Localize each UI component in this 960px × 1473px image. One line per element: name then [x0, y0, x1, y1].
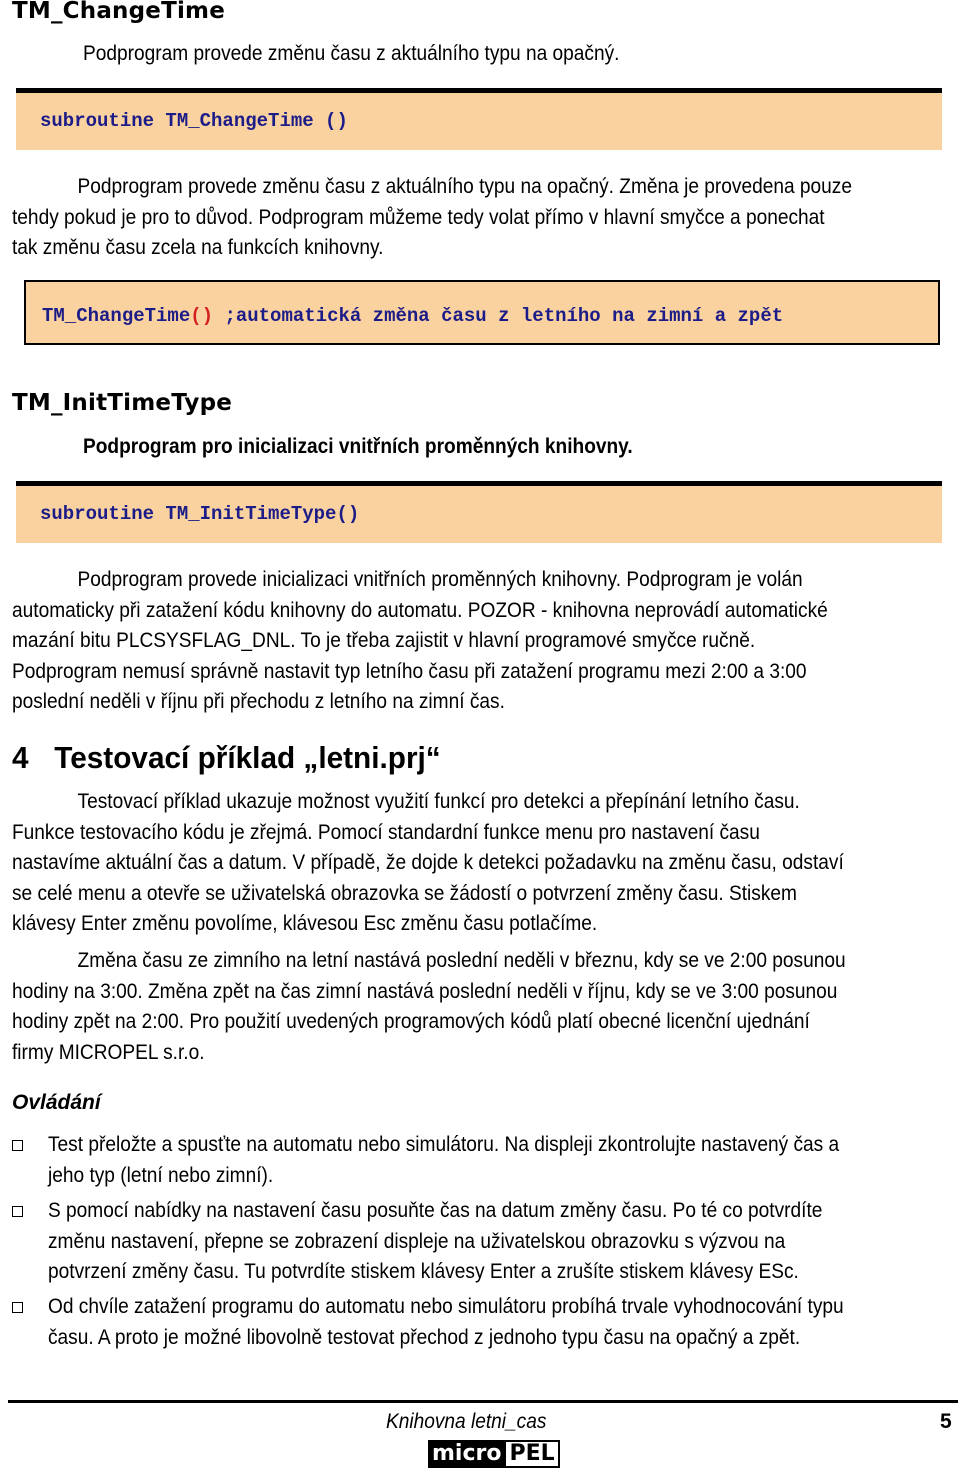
section-title-tm-changetime: TM_ChangeTime: [12, 0, 226, 24]
section-summary: Podprogram pro inicializaci vnitřních proměnných knihovny.: [83, 435, 633, 458]
description-line: mazání bitu PLCSYSFLAG_DNL. To je třeba zajistit v hlavní programové smyčce ručně.: [12, 629, 756, 652]
controls-item: [48, 1292, 844, 1353]
checkbox-bullet-icon: [12, 1140, 23, 1151]
controls-item-line: Od chvíle zatažení programu do automatu nebo simulátoru probíhá trvale vyhodnocování typu: [48, 1295, 844, 1318]
paragraph-line: nastavíme aktuální čas a datum. V případě, že dojde k detekci požadavku na změnu času, odstaví: [12, 851, 844, 874]
paragraph-line: se celé menu a otevře se uživatelská obrazovka se žádostí o potvrzení změny času. Stiskem: [12, 881, 797, 905]
code-signature-box: [16, 481, 942, 543]
footer-title: Knihovna letni_cas: [386, 1410, 547, 1433]
paragraph-line: Funkce testovacího kódu je zřejmá. Pomocí standardní funkce menu pro nastavení času: [12, 820, 760, 844]
description-line: tak změnu času zcela na funkcích knihovny.: [12, 236, 384, 259]
description-line: Podprogram provede změnu času z aktuálního typu na opačný. Změna je provedena pouze: [77, 175, 852, 198]
controls-item-line: změnu nastavení, přepne se zobrazení displeje na uživatelskou obrazovku s výzvou na: [48, 1229, 786, 1253]
paragraph-line: Testovací příklad ukazuje možnost využití funkcí pro detekci a přepínání letního času.: [77, 790, 800, 813]
description-line: poslední neděli v říjnu při přechodu z letního na zimní čas.: [12, 690, 505, 713]
code-example-parens: (): [190, 305, 214, 327]
controls-heading: Ovládání: [12, 1091, 101, 1114]
paragraph-line: Změna času ze zimního na letní nastává poslední neděli v březnu, kdy se ve 2:00 posunou: [77, 949, 846, 972]
code-signature-box: [16, 88, 942, 150]
controls-item: [48, 1196, 822, 1288]
controls-item-line: S pomocí nabídky na nastavení času posuňte čas na datum změny času. Po té co potvrdíte: [48, 1199, 823, 1222]
code-example-box: [24, 280, 940, 345]
controls-item-line: jeho typ (letní nebo zimní).: [48, 1163, 274, 1187]
paragraph-line: firmy MICROPEL s.r.o.: [12, 1040, 205, 1064]
chapter-paragraph-2: [12, 946, 846, 1068]
paragraph-line: klávesy Enter změnu povolíme, klávesou Esc změnu času potlačíme.: [12, 912, 598, 935]
chapter-paragraph-1: [12, 787, 844, 940]
section-description: [12, 565, 828, 718]
logo-pel: PEL: [504, 1440, 559, 1468]
code-example-call: TM_ChangeTime: [42, 305, 191, 327]
code-example-comment: ;automatická změna času z letního na zimní a zpět: [213, 305, 784, 327]
description-line: automaticky při zatažení kódu knihovny do automatu. POZOR - knihovna neprovádí automatické: [12, 598, 828, 622]
checkbox-bullet-icon: [12, 1206, 23, 1217]
controls-item-line: Test přeložte a spusťte na automatu nebo simulátoru. Na displeji zkontrolujte nastavený čas a: [48, 1133, 840, 1156]
code-signature: subroutine TM_InitTimeType(): [40, 503, 360, 525]
controls-item: [48, 1130, 839, 1191]
controls-item-line: času. A proto je možné libovolně testovat přechod z jednoho typu času na opačný a zpět.: [48, 1325, 801, 1349]
section-description: [12, 172, 852, 264]
checkbox-bullet-icon: [12, 1302, 23, 1313]
section-summary: Podprogram provede změnu času z aktuálního typu na opačný.: [83, 42, 620, 65]
paragraph-line: hodiny zpět na 2:00. Pro použití uvedených programových kódů platí obecné licenční ujednání: [12, 1010, 810, 1033]
paragraph-line: hodiny na 3:00. Změna zpět na čas zimní nastává poslední neděli v říjnu, kdy se ve 3:00 posunou: [12, 979, 838, 1003]
code-example: [42, 305, 783, 327]
description-line: tehdy pokud je pro to důvod. Podprogram můžeme tedy volat přímo v hlavní smyčce a ponechat: [12, 205, 825, 229]
section-title-tm-inittimetype: TM_InitTimeType: [12, 390, 233, 416]
chapter-heading: [12, 740, 441, 776]
chapter-number: 4: [12, 740, 29, 775]
micropel-logo: [428, 1440, 560, 1470]
controls-item-line: potvrzení změny času. Tu potvrdíte stiskem klávesy Enter a zrušíte stiskem klávesy ESc.: [48, 1260, 799, 1283]
description-line: Podprogram nemusí správně nastavit typ letního času při zatažení programu mezi 2:00 a 3:00: [12, 659, 807, 683]
chapter-title: Testovací příklad „letni.prj“: [54, 740, 441, 775]
footer-divider: [8, 1400, 958, 1403]
code-signature: subroutine TM_ChangeTime (): [40, 110, 348, 132]
logo-micro: micro: [428, 1440, 504, 1468]
description-line: Podprogram provede inicializaci vnitřních proměnných knihovny. Podprogram je volán: [77, 568, 803, 591]
page-number: 5: [940, 1410, 952, 1433]
